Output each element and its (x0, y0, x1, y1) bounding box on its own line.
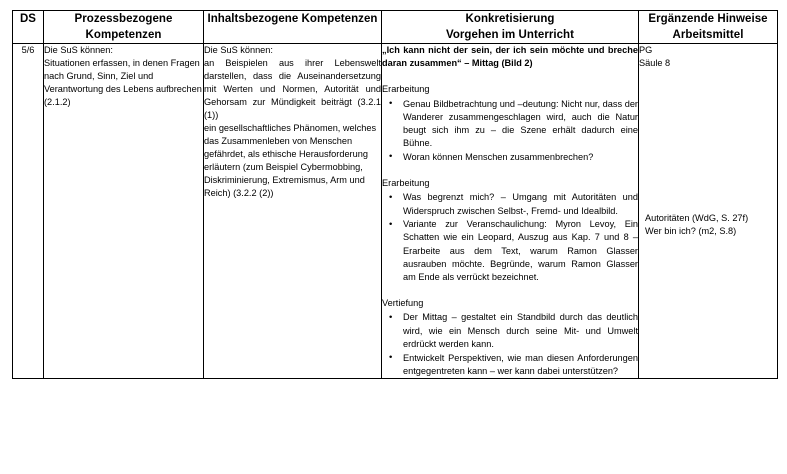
section-heading-erarbeitung-2: Erarbeitung (382, 178, 430, 189)
list-item: • Was begrenzt mich? – Umgang mit Autoritäten und Widerspruch zwischen Selbst-, Fremd- und Idealbild. (382, 191, 638, 217)
inhalt-paragraph-1: an Beispielen aus ihrer Lebenswelt darstellen, dass die Auseinandersetzung mit Werten und Normen, Autorität und Gehorsam zur Mündigkeit beiträgt (3.2.1 (1)) (204, 58, 381, 120)
section-heading-erarbeitung-1: Erarbeitung (382, 84, 430, 95)
header-cell-ds (13, 11, 44, 44)
hinweise-middle-line-2: Wer bin ich? (m2, S.8) (645, 226, 737, 237)
table-row (13, 44, 778, 379)
list-item: • Genau Bildbetrachtung und –deutung: Nicht nur, dass der Wanderer zusammengeschlagen wird, auch die Natur beugt sich ihm zu – die Szene erhält dadurch eine Bühne. (382, 98, 638, 151)
bullet-list-vertiefung (382, 311, 638, 378)
hinweise-top-line-2: Säule 8 (639, 58, 671, 69)
header-prozess-line-1: Prozessbezogene (74, 13, 173, 25)
prozess-paragraph: Situationen erfassen, in denen Fragen nach Grund, Sinn, Ziel und Verantwortung des Lebens aufbrechen (2.1.2) (44, 58, 202, 107)
bullet-list-erarbeitung-2 (382, 191, 638, 284)
header-ds-line-1: DS (19, 13, 37, 25)
header-cell-konkretisierung (382, 11, 639, 44)
header-cell-ergaenzende-hinweise (639, 11, 778, 44)
header-row (13, 11, 778, 44)
hinweise-top-line-1: PG (639, 45, 653, 55)
list-item: • Variante zur Veranschaulichung: Myron Levoy, Ein Schatten wie ein Leopard, Auszug aus Kap. 7 und 8 – Erarbeite aus dem Text, warum Ramon Glasser ausrauben möchte. Begründe, warum Ramon Glasser am Ende als verrückt bezeichnet. (382, 218, 638, 284)
header-hinweise-line-2: Arbeitsmittel (672, 29, 744, 41)
list-item: • Der Mittag – gestaltet ein Standbild durch das deutlich wird, wie ein Mensch durch seine Mit- und Umwelt erdrückt werden kann. (382, 311, 638, 351)
konkretisierung-title: „Ich kann nicht der sein, der ich sein möchte und breche daran zusammen“ – Mittag (Bild 2) (382, 45, 638, 69)
header-inhalt-line-1: Inhaltsbezogene Kompetenzen (207, 13, 378, 25)
header-hinweise-line-1: Ergänzende Hinweise (648, 13, 768, 25)
list-item: • Woran können Menschen zusammenbrechen? (382, 151, 638, 164)
inhalt-lead: Die SuS können: (204, 45, 273, 55)
header-prozess-line-2: Kompetenzen (85, 29, 162, 41)
table-body (13, 44, 778, 379)
table-header (13, 11, 778, 44)
list-item: • Entwickelt Perspektiven, wie man diesen Anforderungen entgegentreten kann – wer kann dabei unterstützen? (382, 352, 638, 378)
hinweise-middle-line-1: Autoritäten (WdG, S. 27f) (645, 213, 749, 223)
cell-ds (13, 44, 44, 379)
ds-value: 5/6 (21, 45, 35, 55)
prozess-lead: Die SuS können: (44, 45, 113, 55)
cell-konkretisierung (382, 44, 639, 379)
cell-inhaltsbezogene-kompetenzen (204, 44, 382, 379)
bullet-list-erarbeitung-1 (382, 98, 638, 165)
header-konkret-line-1: Konkretisierung (465, 13, 555, 25)
header-cell-inhaltsbezogene-kompetenzen (204, 11, 382, 44)
header-cell-prozessbezogene-kompetenzen (44, 11, 204, 44)
header-konkret-line-2: Vorgehen im Unterricht (445, 29, 575, 41)
hinweise-top-group (639, 44, 777, 70)
cell-prozessbezogene-kompetenzen (44, 44, 204, 379)
section-heading-vertiefung: Vertiefung (382, 298, 424, 309)
inhalt-paragraph-2: ein gesellschaftliches Phänomen, welches das Zusammenleben von Menschen gefährdet, als ethische Herausforderung erläutern (zum Beispiel Cybermobbing, Diskriminierung, Extremismus, Arm und Reich) (3.2.2 (2)) (204, 123, 377, 198)
hinweise-middle-group (645, 212, 773, 238)
cell-ergaenzende-hinweise (639, 44, 778, 379)
curriculum-table (12, 10, 778, 379)
